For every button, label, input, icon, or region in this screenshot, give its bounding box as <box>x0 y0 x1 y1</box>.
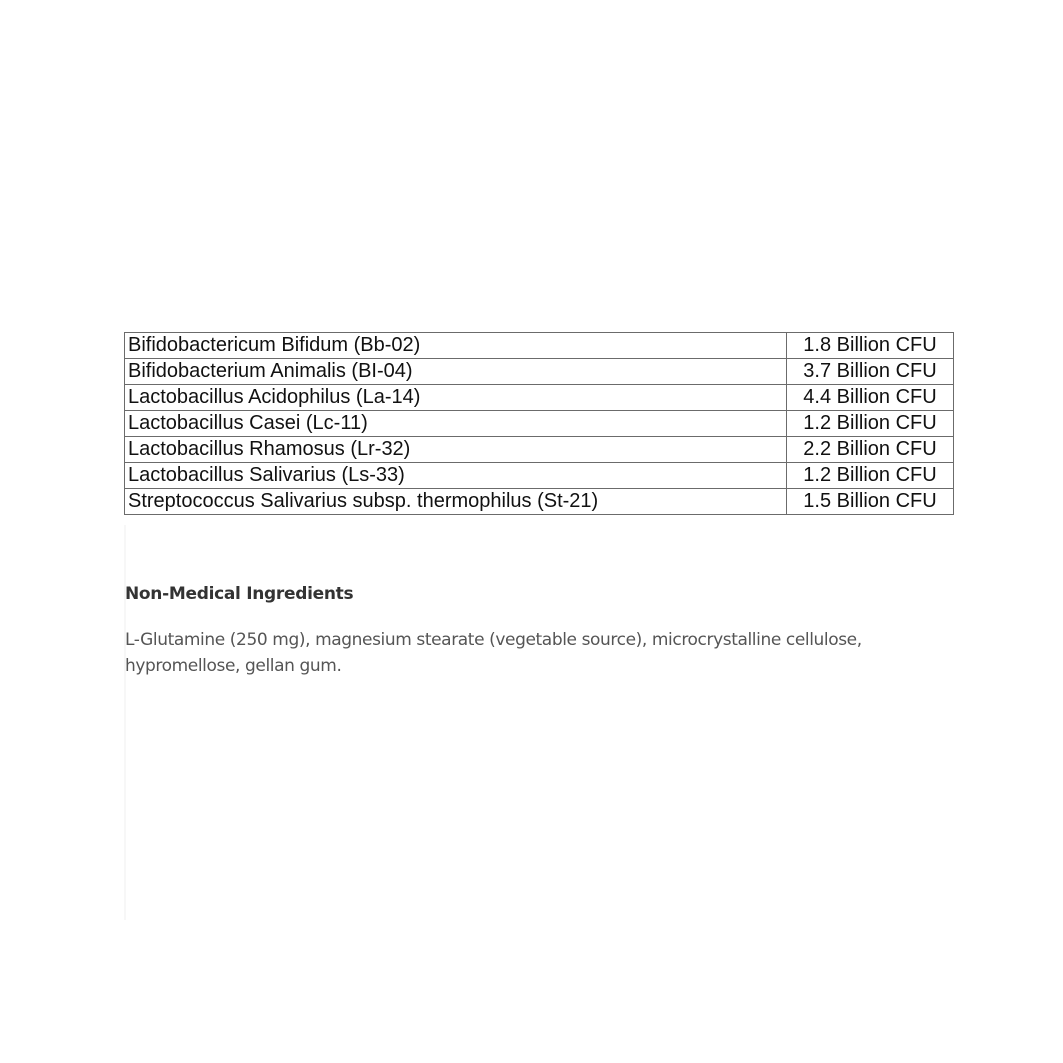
strain-amount-cell: 1.2 Billion CFU <box>787 411 954 437</box>
strain-amount-cell: 2.2 Billion CFU <box>787 437 954 463</box>
strain-amount-cell: 3.7 Billion CFU <box>787 359 954 385</box>
non-medical-ingredients-text <box>125 627 885 679</box>
table-row <box>125 333 954 359</box>
table-row <box>125 359 954 385</box>
table-row <box>125 463 954 489</box>
table-row <box>125 411 954 437</box>
strain-amount-cell: 1.5 Billion CFU <box>787 489 954 515</box>
ingredients-line-2: hypromellose, gellan gum. <box>125 656 342 676</box>
probiotic-strain-table <box>124 332 954 515</box>
strain-name-cell: Lactobacillus Acidophilus (La-14) <box>125 385 787 411</box>
table-row <box>125 437 954 463</box>
strain-name-cell: Bifidobacterium Animalis (BI-04) <box>125 359 787 385</box>
strain-amount-cell: 4.4 Billion CFU <box>787 385 954 411</box>
strain-name-cell: Lactobacillus Rhamosus (Lr-32) <box>125 437 787 463</box>
table-row <box>125 489 954 515</box>
strain-name-cell: Streptococcus Salivarius subsp. thermophilus (St-21) <box>125 489 787 515</box>
ingredients-line-1: L-Glutamine (250 mg), magnesium stearate (vegetable source), microcrystalline cellulose, <box>125 630 862 650</box>
strain-amount-cell: 1.2 Billion CFU <box>787 463 954 489</box>
strain-name-cell: Lactobacillus Salivarius (Ls-33) <box>125 463 787 489</box>
non-medical-ingredients-heading: Non-Medical Ingredients <box>125 584 354 604</box>
table-row <box>125 385 954 411</box>
strain-name-cell: Bifidobactericum Bifidum (Bb-02) <box>125 333 787 359</box>
strain-amount-cell: 1.8 Billion CFU <box>787 333 954 359</box>
strain-name-cell: Lactobacillus Casei (Lc-11) <box>125 411 787 437</box>
